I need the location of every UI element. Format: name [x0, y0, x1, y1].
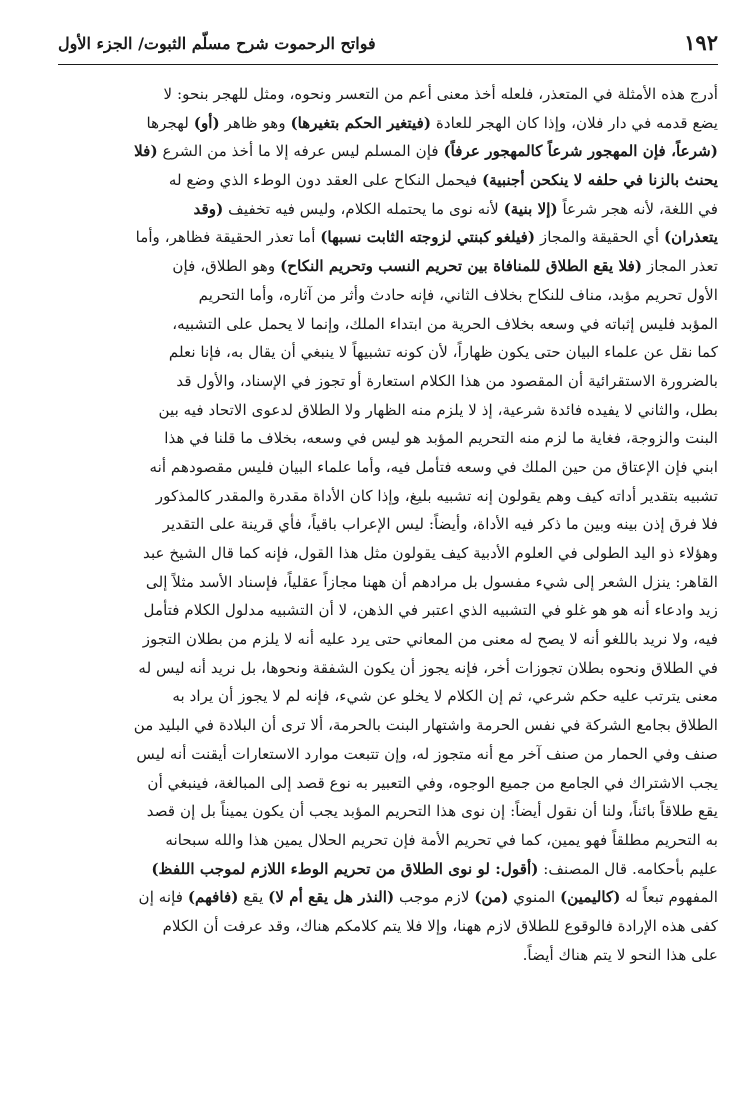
- text-line: [58, 482, 718, 511]
- commentary-text: فيحمل النكاح على العقد دون الوطء الذي وضع له: [168, 171, 482, 190]
- commentary-text: القاهر: ينزل الشعر إلى شيء مفسول بل مرادهم أن ههنا مجازاً عقلياً، فإسناد الأسد مثلاً إلى: [145, 572, 718, 591]
- quoted-matn-text: (أو): [193, 113, 220, 132]
- commentary-text: فيه، ولا نريد باللغو أنه لا يصح له معنى من المعاني حتى يرد عليه أنه لا يلزم من بطلان التجوز: [142, 630, 718, 649]
- body-text: [58, 80, 718, 969]
- commentary-text: الطلاق بجامع الشركة في نفس الحرمة واشتهار البنت بالحرمة، ألا ترى أن البلادة في البليد من: [133, 716, 718, 735]
- commentary-text: في الطلاق ونحوه بطلان تجوزات أخر، فإنه يجوز أن يكون الشفقة ونحوها، بل نريد أنه ليس له: [138, 658, 718, 677]
- text-line: [58, 310, 718, 339]
- commentary-text: يقع: [238, 888, 269, 907]
- quoted-matn-text: (كاليمين): [560, 888, 621, 907]
- text-line: [58, 883, 718, 912]
- commentary-text: يقع طلاقاً بائناً، ولنا أن نقول أيضاً: إن نوى هذا التحريم المؤبد يجب أن يكون يميناً بل إن قصد: [146, 802, 718, 821]
- text-line: [58, 596, 718, 625]
- commentary-text: كما نقل عن علماء البيان حتى يكون ظهاراً، لأن كونه تشبيهاً لا ينبغي أن يقال به، فإنا نعلم: [168, 343, 718, 362]
- text-line: [58, 223, 718, 252]
- commentary-text: فلا فرق إذن بينه وبين ما ذكر فيه الأداة، وأيضاً: ليس الإعراب باقياً، فأي قرينة على التقدير: [162, 515, 718, 534]
- commentary-text: تعذر المجاز: [642, 257, 718, 276]
- commentary-text: الأول تحريم مؤبد، مناف للنكاح بخلاف الثاني، فإنه حادث وأثر من آثاره، وأما التحريم: [198, 285, 718, 304]
- quoted-matn-text: (فيتغير الحكم بتغيرها): [290, 113, 432, 132]
- quoted-matn-text: (فيلغو كبنتي لزوجته الثابت نسبها): [320, 228, 536, 247]
- quoted-matn-text: (النذر هل يقع أم لا): [268, 888, 395, 907]
- quoted-matn-text: (إلا بنية): [503, 199, 558, 218]
- quoted-matn-text: (وقد: [193, 199, 224, 218]
- text-line: [58, 568, 718, 597]
- commentary-text: يضع قدمه في دار فلان، وإذا كان الهجر للعادة: [431, 113, 718, 132]
- commentary-text: وهو ظاهر: [219, 113, 291, 132]
- text-line: [58, 396, 718, 425]
- commentary-text: عليم بأحكامه. قال المصنف:: [538, 859, 718, 878]
- text-line: [58, 510, 718, 539]
- commentary-text: فإن المسلم ليس عرفه إلا ما أخذ من الشرع: [157, 142, 444, 161]
- quoted-matn-text: (فافهم): [187, 888, 239, 907]
- commentary-text: وهؤلاء ذو اليد الطولى في العلوم الأدبية كيف يقولون مثل هذا القول، فإنه كما قال الشيخ عبد: [142, 544, 718, 562]
- commentary-text: المؤبد فليس إثباته في وسعه بخلاف الحرية من ابتداء الملك، وإنما لا يحمل على التشبيه،: [172, 314, 718, 333]
- text-line: [58, 855, 718, 884]
- commentary-text: لأنه نوى ما يحتمله الكلام، وليس فيه تخفيف: [223, 199, 504, 218]
- commentary-text: تشبيه بتقدير أداته كيف وهم يقولون إنه تشبيه بليغ، وإذا كان الأداة مقدرة والمقدر كالمذكور: [155, 486, 718, 505]
- commentary-text: صنف وفي الحمار من صنف آخر مع أنه متجوز له، وإن تتبعت موارد الاستعارات أيقنت أنه ليس: [136, 744, 718, 763]
- text-line: [58, 711, 718, 740]
- quoted-matn-text: (أقول: لو نوى الطلاق من تحريم الوطء اللازم لموجب اللفظ): [151, 859, 539, 878]
- text-line: [58, 137, 718, 166]
- commentary-text: المفهوم تبعاً له: [620, 888, 718, 907]
- quoted-matn-text: (فلا يقع الطلاق للمنافاة بين تحريم النسب وتحريم النكاح): [280, 257, 643, 276]
- commentary-text: وهو الطلاق، فإن: [172, 257, 281, 276]
- running-title: فواتح الرحموت شرح مسلّم الثبوت/ الجزء الأول: [58, 34, 376, 53]
- text-line: [58, 539, 718, 568]
- commentary-text: أدرج هذه الأمثلة في المتعذر، فلعله أخذ معنى أعم من التعسر ونحوه، ومثل للهجر بنحو: لا: [163, 85, 718, 103]
- commentary-text: المنوي: [508, 888, 561, 907]
- page-header: [58, 28, 718, 65]
- commentary-text: معنى يترتب عليه حكم شرعي، ثم إن الكلام لا يخلو عن شيء، فإنه لم لا يجوز أن يراد به: [172, 687, 718, 706]
- text-line: [58, 252, 718, 281]
- commentary-text: على هذا النحو لا يتم هناك أيضاً.: [522, 945, 718, 964]
- commentary-text: لهجرها: [146, 113, 194, 132]
- commentary-text: بالضرورة الاستقرائية أن المقصود من هذا الكلام استعارة أو تجوز في الإسناد، والأول قد: [176, 371, 718, 390]
- text-line: [58, 797, 718, 826]
- quoted-matn-text: يحنث بالزنا في حلفه لا ينكحن أجنبية): [481, 171, 718, 190]
- text-line: [58, 682, 718, 711]
- quoted-matn-text: يتعذران): [663, 228, 718, 247]
- text-line: [58, 195, 718, 224]
- commentary-text: كفى هذه الإرادة فالوقوع للطلاق لازم ههنا، وإلا فلا يتم كلامكم هناك، وقد عرفت أن الكلام: [162, 916, 718, 935]
- text-line: [58, 654, 718, 683]
- text-line: [58, 769, 718, 798]
- text-line: [58, 166, 718, 195]
- commentary-text: زيد وادعاء أنه هو هو غلو في التشبيه الذي اعتبر في الذهن، لا أن التشبيه مدلول الكلام فتأمل: [143, 601, 718, 620]
- text-line: [58, 109, 718, 138]
- commentary-text: به التحريم مطلقاً فهو يمين، كما في تحريم الأمة فإن تحريم الحلال يمين هذا والله سبحانه: [165, 830, 718, 849]
- commentary-text: أما تعذر الحقيقة فظاهر، وأما: [135, 228, 321, 247]
- text-line: [58, 338, 718, 367]
- commentary-text: لازم موجب: [394, 888, 475, 907]
- commentary-text: يجب الاشتراك في الجامع من جميع الوجوه، وفي التعبير به نوع قصد إلى المبالغة، فينبغي أن: [147, 773, 718, 792]
- text-line: [58, 453, 718, 482]
- text-line: [58, 80, 718, 109]
- commentary-text: في اللغة، لأنه هجر شرعاً: [557, 199, 718, 218]
- text-line: [58, 625, 718, 654]
- text-line: [58, 424, 718, 453]
- text-line: [58, 912, 718, 941]
- quoted-matn-text: (شرعاً، فإن المهجور شرعاً كالمهجور عرفاً): [443, 142, 718, 161]
- text-line: [58, 941, 718, 970]
- text-line: [58, 281, 718, 310]
- commentary-text: ابني فإن الإعتاق من حين الملك في وسعه فتأمل فيه، وأما علماء البيان فليس مقصودهم أنه: [149, 457, 718, 476]
- page-number: ١٩٢: [684, 30, 718, 55]
- quoted-matn-text: (فلا: [134, 142, 158, 161]
- commentary-text: بطل، والثاني لا يفيده فائدة شرعية، إذ لا يلزم منه الظهار ولا الطلاق لدعوى الاتحاد فيه بين: [158, 400, 718, 419]
- text-line: [58, 740, 718, 769]
- commentary-text: فإنه إن: [138, 888, 188, 907]
- text-line: [58, 826, 718, 855]
- text-line: [58, 367, 718, 396]
- commentary-text: أي الحقيقة والمجاز: [535, 228, 664, 247]
- commentary-text: البنت والزوجة، فغاية ما لزم منه التحريم المؤبد هو ليس في وسعه، بخلاف ما قلنا في هذا: [164, 429, 718, 448]
- quoted-matn-text: (من): [474, 888, 509, 907]
